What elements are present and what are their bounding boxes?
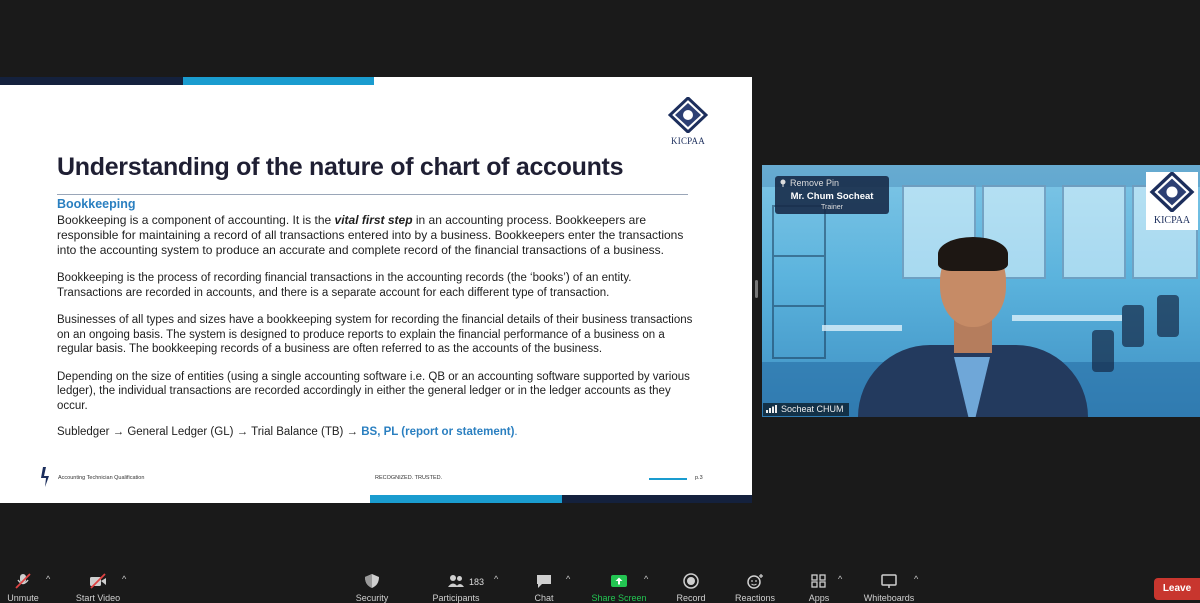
record-label: Record xyxy=(676,593,706,603)
audio-options-caret[interactable]: ^ xyxy=(46,574,51,584)
apps-button[interactable] xyxy=(804,573,834,603)
slide-top-bar-dark xyxy=(0,77,183,85)
start-video-button[interactable] xyxy=(70,573,126,603)
leave-button[interactable]: Leave xyxy=(1154,578,1200,600)
reactions-button[interactable] xyxy=(732,573,778,603)
ledger-flow-highlight: BS, PL (report or statement) xyxy=(361,426,515,438)
pin-icon xyxy=(779,179,787,187)
pinned-speaker-role: Trainer xyxy=(821,204,843,211)
remove-pin-label: Remove Pin xyxy=(790,178,840,188)
video-overlay-logo xyxy=(1146,172,1198,230)
office-shelf xyxy=(772,205,826,359)
office-chair xyxy=(1122,305,1144,347)
slide-bottom-bar-dark xyxy=(562,495,752,503)
slide-body xyxy=(57,197,697,438)
paragraph-1-start: Bookkeeping is a component of accounting. It is the xyxy=(57,213,335,227)
muted-mic-icon xyxy=(14,573,32,589)
participants-options-caret[interactable]: ^ xyxy=(494,574,499,584)
meeting-toolbar xyxy=(0,565,1200,603)
video-off-icon xyxy=(89,573,107,589)
slide-title: Understanding of the nature of chart of accounts xyxy=(57,153,624,181)
remove-pin-button[interactable] xyxy=(779,178,839,188)
footer-tagline: RECOGNIZED. TRUSTED. xyxy=(375,475,443,481)
section-heading: Bookkeeping xyxy=(57,197,136,211)
slide-top-bar-light xyxy=(183,77,374,85)
ledger-flow-end: . xyxy=(514,426,518,438)
participants-label: Participants xyxy=(432,593,480,603)
reactions-label: Reactions xyxy=(734,593,776,603)
kicpaa-emblem-icon xyxy=(668,97,708,133)
unmute-button[interactable] xyxy=(4,573,42,603)
slide-footer xyxy=(40,467,720,487)
paragraph-1-emphasis: vital first step xyxy=(334,213,413,227)
share-screen-button[interactable] xyxy=(588,573,650,603)
apps-icon xyxy=(810,573,828,589)
whiteboard-icon xyxy=(880,573,898,589)
footer-qualification: Accounting Technician Qualification xyxy=(58,475,145,481)
video-options-caret[interactable]: ^ xyxy=(122,574,127,584)
presenter-hair xyxy=(938,237,1008,271)
signal-strength-icon xyxy=(766,405,778,413)
ledger-flow xyxy=(57,426,697,438)
apps-options-caret[interactable]: ^ xyxy=(838,574,843,584)
participants-icon xyxy=(447,573,465,589)
participant-name: Socheat CHUM xyxy=(781,404,844,414)
chat-icon xyxy=(535,573,553,589)
paragraph-2: Bookkeeping is the process of recording financial transactions in the accounting records (the ‘books’) of an entity. Transactions are recorded in accounts, and there is a separate account for each different type of transaction. xyxy=(57,272,632,299)
unmute-label: Unmute xyxy=(7,593,39,603)
participant-count: 183 xyxy=(469,577,485,587)
share-screen-icon xyxy=(610,573,628,589)
chat-label: Chat xyxy=(534,593,554,603)
record-button[interactable] xyxy=(672,573,710,603)
office-chair xyxy=(1157,295,1179,337)
whiteboards-options-caret[interactable]: ^ xyxy=(914,574,919,584)
whiteboards-label: Whiteboards xyxy=(863,593,915,603)
footer-page-number: p.3 xyxy=(695,475,703,481)
whiteboards-button[interactable] xyxy=(858,573,920,603)
chat-options-caret[interactable]: ^ xyxy=(566,574,571,584)
start-video-label: Start Video xyxy=(75,593,121,603)
ledger-flow-text: Subledger → General Ledger (GL) → Trial Balance (TB) → xyxy=(57,426,362,438)
paragraph-3: Businesses of all types and sizes have a bookkeeping system for recording the financial details of their business transactions on an ongoing basis. The system is designed to produce reports to explain the financial performance of a business on a regular basis. The bookkeeping records of a business are often referred to as the accounts of the business. xyxy=(57,314,693,355)
apps-label: Apps xyxy=(808,593,830,603)
participant-name-tag xyxy=(763,403,849,416)
security-label: Security xyxy=(355,593,389,603)
slide-bottom-bar-light xyxy=(370,495,562,503)
chat-button[interactable] xyxy=(528,573,560,603)
presenter xyxy=(858,231,1088,417)
kicpaa-emblem-icon xyxy=(1149,172,1195,212)
shared-slide xyxy=(0,77,752,503)
security-button[interactable] xyxy=(352,573,392,603)
slide-logo-text: KICPAA xyxy=(671,136,705,146)
footer-accent-line xyxy=(649,478,687,480)
paragraph-4: Depending on the size of entities (using a single accounting software i.e. QB or an accounting software supported by various ledger), the individual transactions are recorded accordingly in either the general ledger or in the ledger accounts as they occur. xyxy=(57,370,690,412)
video-logo-text: KICPAA xyxy=(1153,215,1191,226)
atq-mark-icon xyxy=(40,467,52,487)
share-options-caret[interactable]: ^ xyxy=(644,574,649,584)
slide-logo xyxy=(666,97,710,145)
pinned-speaker-card xyxy=(775,176,889,214)
slide-title-rule xyxy=(57,194,688,195)
paragraph-1 xyxy=(57,213,697,258)
reactions-icon xyxy=(746,573,764,589)
pinned-speaker-name: Mr. Chum Socheat xyxy=(790,191,874,202)
shield-icon xyxy=(363,573,381,589)
share-screen-label: Share Screen xyxy=(591,593,647,603)
record-icon xyxy=(682,573,700,589)
split-resize-handle[interactable] xyxy=(755,280,758,298)
office-chair xyxy=(1092,330,1114,372)
paragraph-1-end: in an accounting process. Bookkeepers are responsible for maintaining a record of all transactions entered into by a business. Bookkeepers enter the transactions into the accounting system to produce an accurate and complete record of the financial transactions of a business. xyxy=(57,213,684,257)
